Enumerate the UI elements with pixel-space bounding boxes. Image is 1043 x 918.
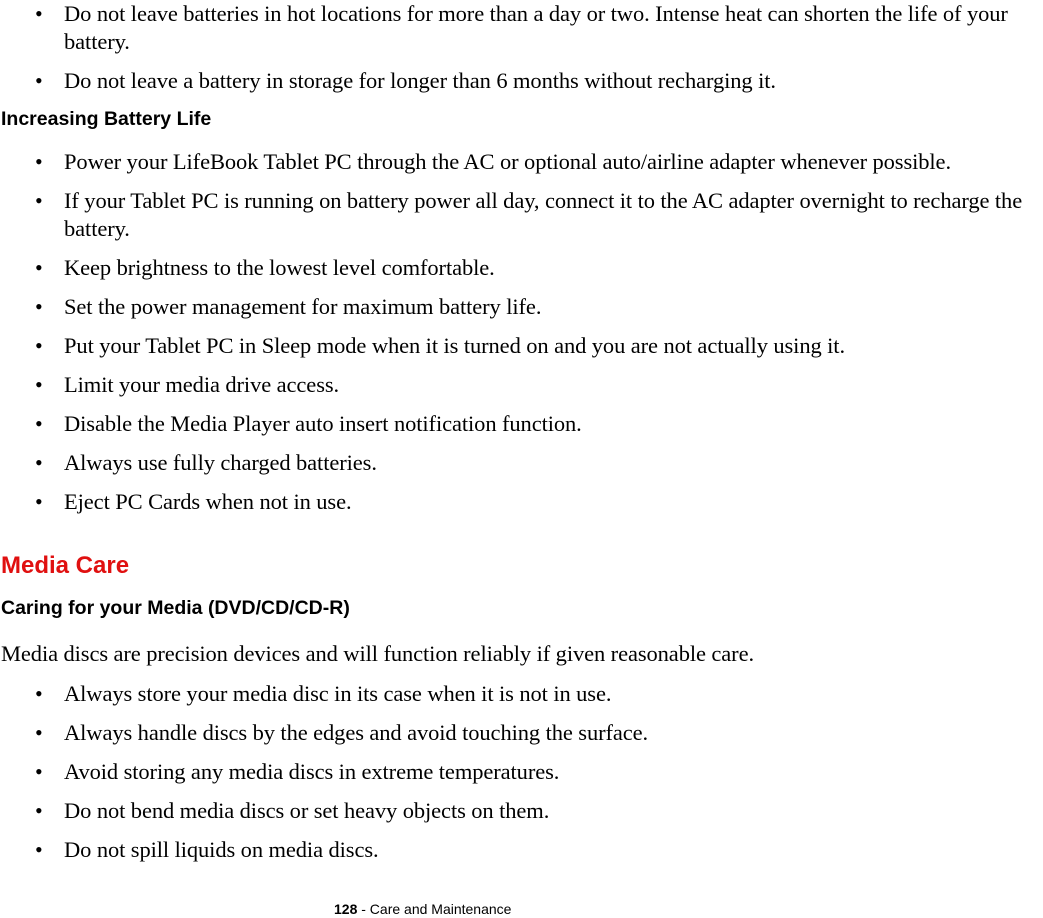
bullet-icon: • — [35, 759, 43, 784]
list-item-text: Always use fully charged batteries. — [64, 450, 377, 475]
list-item — [0, 0, 1043, 56]
top-bullet-list — [0, 0, 1043, 95]
page-number: 128 — [334, 901, 358, 917]
bullet-icon: • — [35, 450, 43, 475]
list-item — [0, 488, 1043, 516]
list-item — [0, 758, 1043, 786]
bullet-icon: • — [35, 68, 43, 93]
list-item-text: Limit your media drive access. — [64, 372, 340, 397]
list-item — [0, 371, 1043, 399]
media-care-bullet-list — [0, 680, 1043, 864]
list-item-text: Always store your media disc in its case when it is not in use. — [64, 681, 612, 706]
bullet-icon: • — [35, 837, 43, 862]
list-item-text: Eject PC Cards when not in use. — [64, 489, 352, 514]
list-item — [0, 148, 1043, 176]
list-item — [0, 187, 1043, 243]
bullet-icon: • — [35, 720, 43, 745]
caring-for-media-heading: Caring for your Media (DVD/CD/CD-R) — [1, 597, 350, 619]
list-item-text: Do not leave a battery in storage for longer than 6 months without recharging it. — [64, 68, 776, 93]
battery-storage-list — [0, 0, 1043, 106]
footer-section-title: - Care and Maintenance — [357, 901, 512, 917]
page-footer — [334, 900, 511, 918]
increasing-battery-life-heading: Increasing Battery Life — [1, 108, 212, 130]
media-care-intro: Media discs are precision devices and will function reliably if given reasonable care. — [1, 641, 754, 666]
bullet-icon: • — [35, 372, 43, 397]
bullet-icon: • — [35, 489, 43, 514]
bullet-icon: • — [35, 255, 43, 280]
list-item-text: Avoid storing any media discs in extreme temperatures. — [64, 759, 560, 784]
list-item-text: Do not bend media discs or set heavy objects on them. — [64, 798, 550, 823]
bullet-icon: • — [35, 798, 43, 823]
list-item — [0, 797, 1043, 825]
list-item-text: Disable the Media Player auto insert notification function. — [64, 411, 582, 436]
battery-life-bullet-list — [0, 148, 1043, 516]
list-item-text: Do not spill liquids on media discs. — [64, 837, 379, 862]
media-care-section — [0, 680, 1043, 875]
list-item-text: Always handle discs by the edges and avoid touching the surface. — [64, 720, 649, 745]
media-care-title: Media Care — [1, 552, 130, 579]
list-item-text: Keep brightness to the lowest level comfortable. — [64, 255, 495, 280]
bullet-icon: • — [35, 1, 43, 26]
list-item-text: Power your LifeBook Tablet PC through the AC or optional auto/airline adapter whenever possible. — [64, 149, 951, 174]
list-item-text: Do not leave batteries in hot locations for more than a day or two. Intense heat can shorten the life of your battery. — [64, 1, 1008, 54]
bullet-icon: • — [35, 149, 43, 174]
increasing-battery-life-section — [0, 148, 1043, 527]
list-item-text: Put your Tablet PC in Sleep mode when it is turned on and you are not actually using it. — [64, 333, 845, 358]
list-item — [0, 293, 1043, 321]
bullet-icon: • — [35, 411, 43, 436]
bullet-icon: • — [35, 333, 43, 358]
list-item — [0, 410, 1043, 438]
list-item — [0, 836, 1043, 864]
bullet-icon: • — [35, 681, 43, 706]
list-item-text: If your Tablet PC is running on battery power all day, connect it to the AC adapter overnight to recharge the battery. — [64, 188, 1023, 241]
bullet-icon: • — [35, 188, 43, 213]
list-item — [0, 680, 1043, 708]
list-item — [0, 449, 1043, 477]
list-item — [0, 719, 1043, 747]
list-item — [0, 67, 1043, 95]
list-item — [0, 254, 1043, 282]
bullet-icon: • — [35, 294, 43, 319]
list-item — [0, 332, 1043, 360]
list-item-text: Set the power management for maximum battery life. — [64, 294, 542, 319]
